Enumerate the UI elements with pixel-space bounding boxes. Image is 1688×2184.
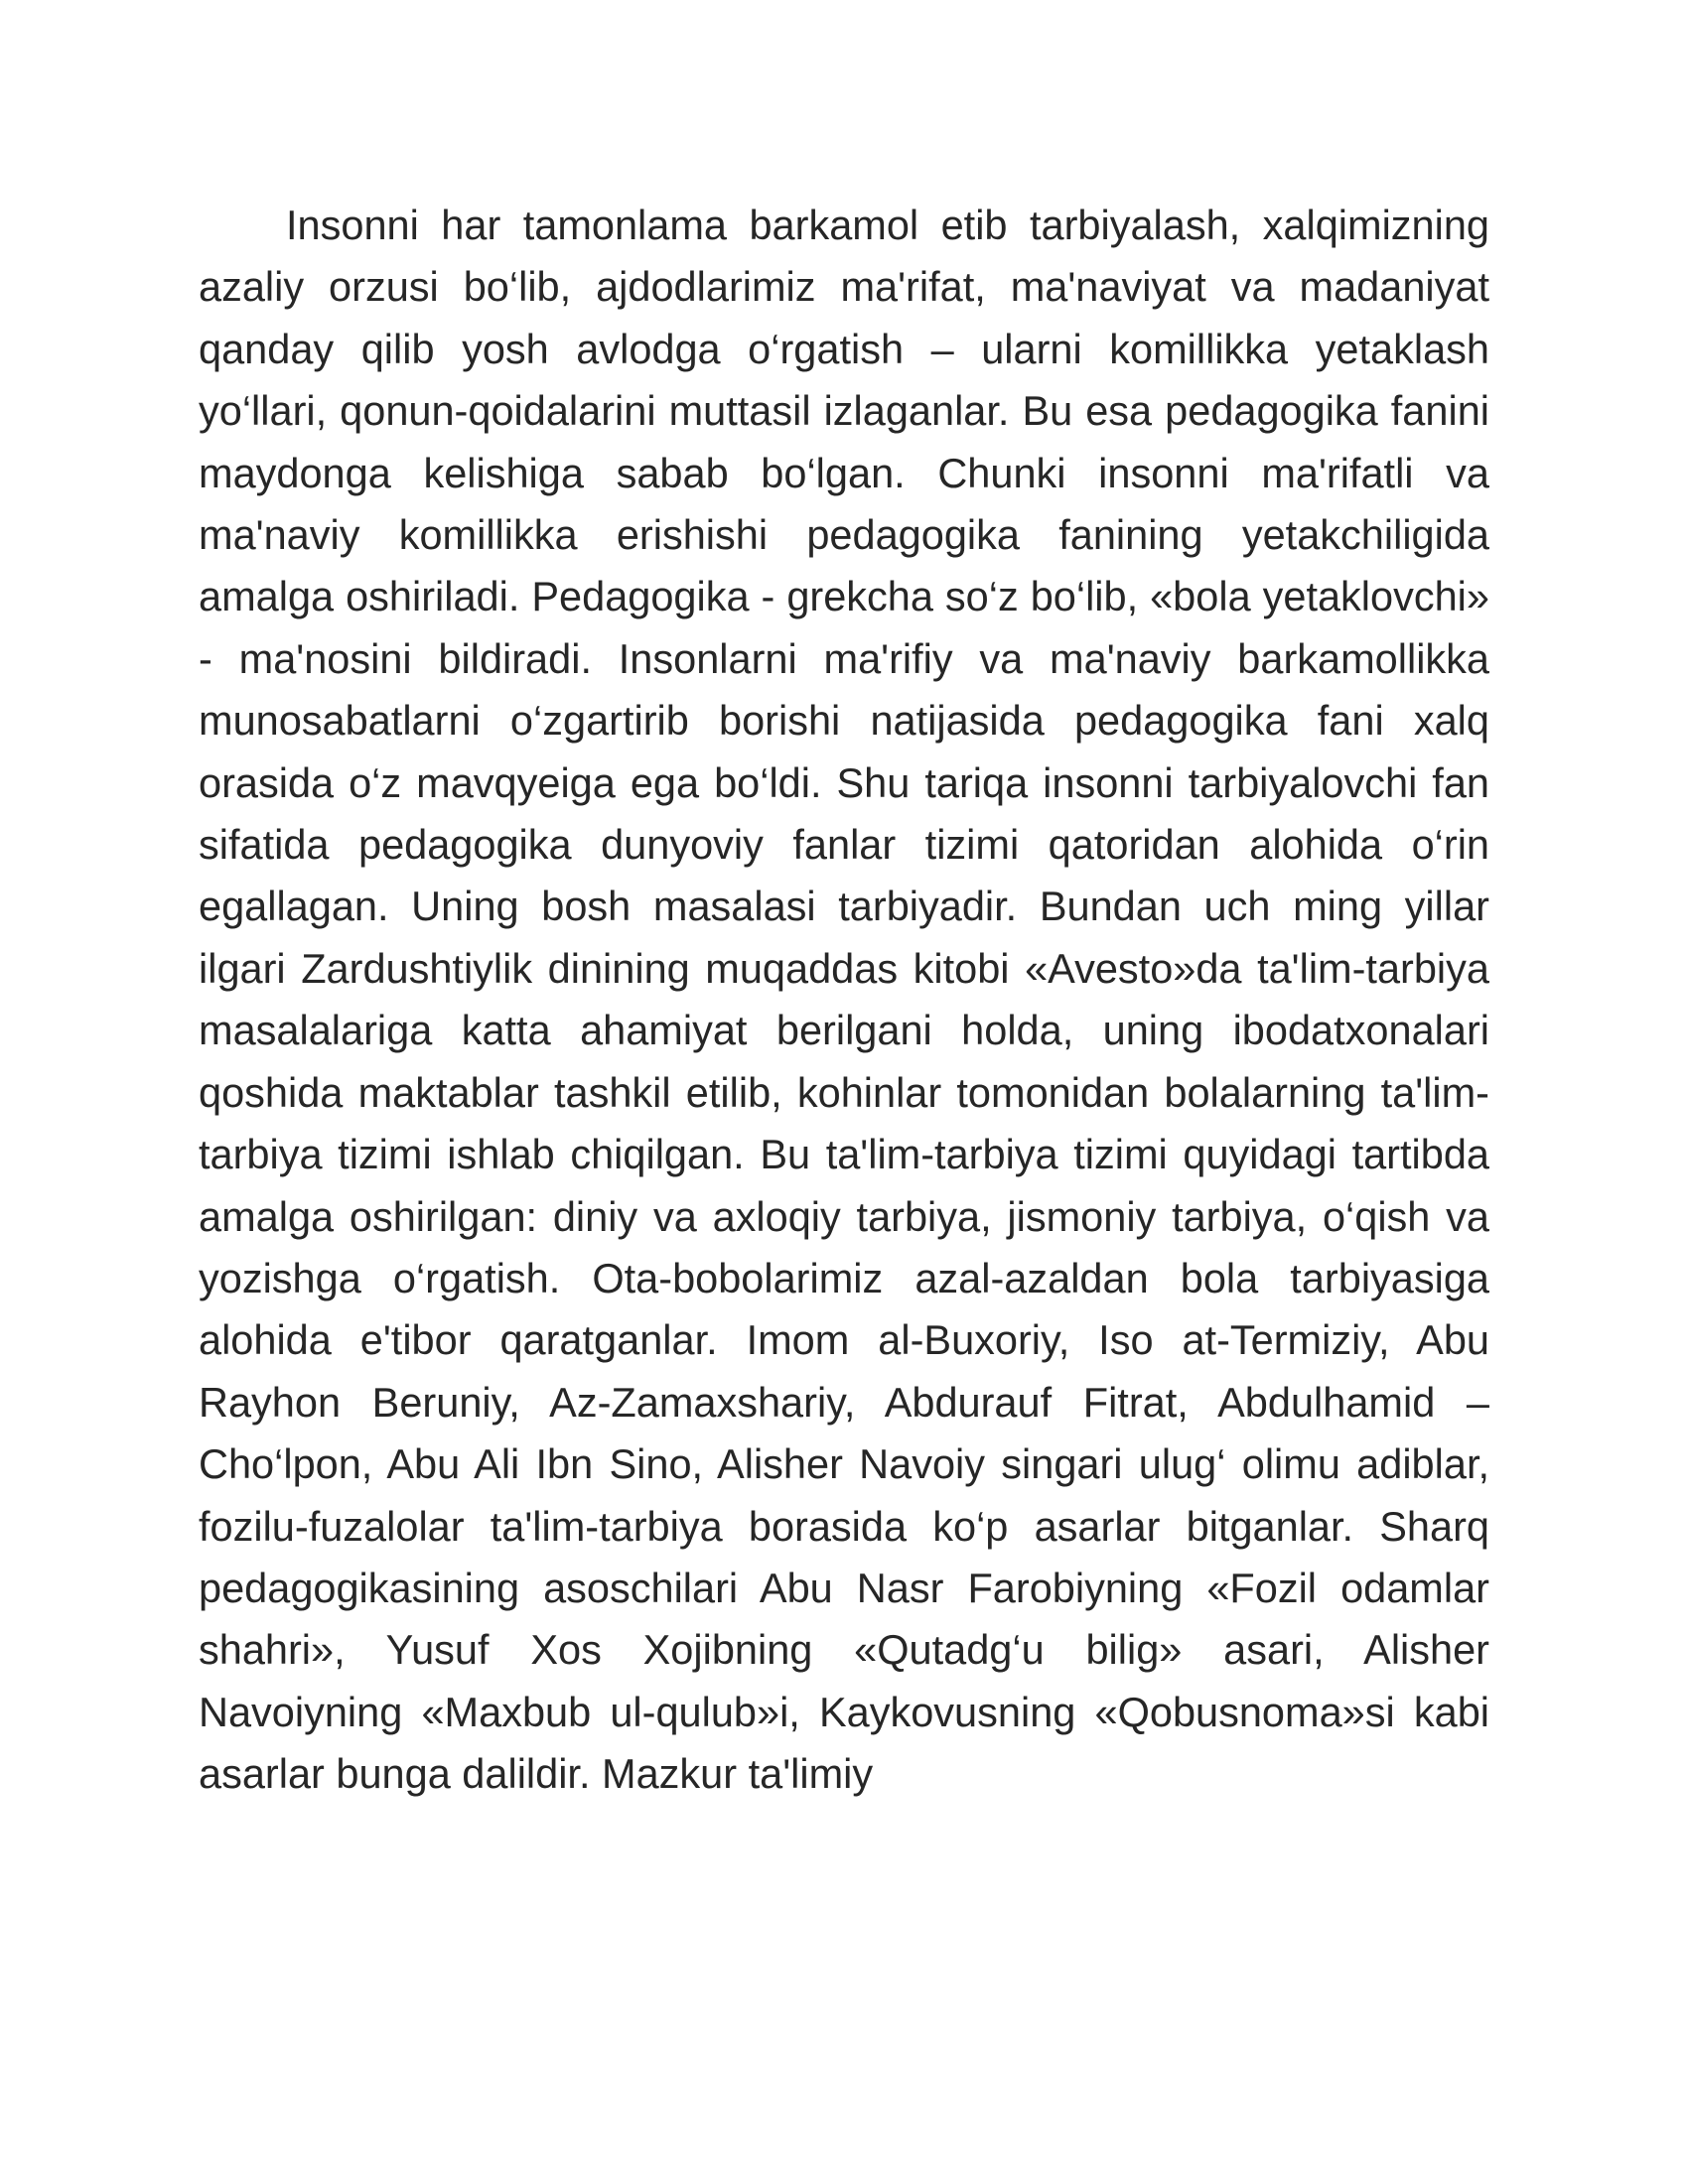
body-paragraph: Insonni har tamonlama barkamol etib tarbiyalash, xalqimizning azaliy orzusi bo‘lib, ajdodlarimiz ma'rifat, ma'naviyat va madaniyat qanday qilib yosh avlodga o‘rgatish – ularni komillikka yetaklash yo‘llari, qonun-qoidalarini muttasil izlaganlar. Bu esa pedagogika fanini maydonga kelishiga sabab bo‘lgan. Chunki insonni ma'rifatli va ma'naviy komillikka erishishi pedagogika fanining yetakchiligida amalga oshiriladi. Pedagogika - grekcha so‘z bo‘lib, «bola yetaklovchi» - ma'nosini bildiradi. Insonlarni ma'rifiy va ma'naviy barkamollikka munosabatlarni o‘zgartirib borishi natijasida pedagogika fani xalq orasida o‘z mavqyeiga ega bo‘ldi. Shu tariqa insonni tarbiyalovchi fan sifatida pedagogika dunyoviy fanlar tizimi qatoridan alohida o‘rin egallagan. Uning bosh masalasi tarbiyadir. Bundan uch ming yillar ilgari Zardushtiylik dinining muqaddas kitobi «Avesto»da ta'lim-tarbiya masalalariga katta ahamiyat berilgani holda, uning ibodatxonalari qoshida maktablar tashkil etilib, kohinlar tomonidan bolalarning ta'lim-tarbiya tizimi ishlab chiqilgan. Bu ta'lim-tarbiya tizimi quyidagi tartibda amalga oshirilgan: diniy va axloqiy tarbiya, jismoniy tarbiya, o‘qish va yozishga o‘rgatish. Ota-bobolarimiz azal-azaldan bola tarbiyasiga alohida e'tibor qaratganlar. Imom al-Buxoriy, Iso at-Termiziy, Abu Rayhon Beruniy, Az-Zamaxshariy, Abdurauf Fitrat, Abdulhamid – Cho‘lpon, Abu Ali Ibn Sino, Alisher Navoiy singari ulug‘ olimu adiblar, fozilu-fuzalolar ta'lim-tarbiya borasida ko‘p asarlar bitganlar. Sharq pedagogikasining asoschilari Abu Nasr Farobiyning «Fozil odamlar shahri», Yusuf Xos Xojibning «Qutadg‘u bilig» asari, Alisher Navoiyning «Maxbub ul-qulub»i, Kaykovusning «Qobusnoma»si kabi asarlar bunga dalildir. Mazkur ta'limiy (199, 202, 1489, 1798)
document-page (199, 195, 1489, 1806)
